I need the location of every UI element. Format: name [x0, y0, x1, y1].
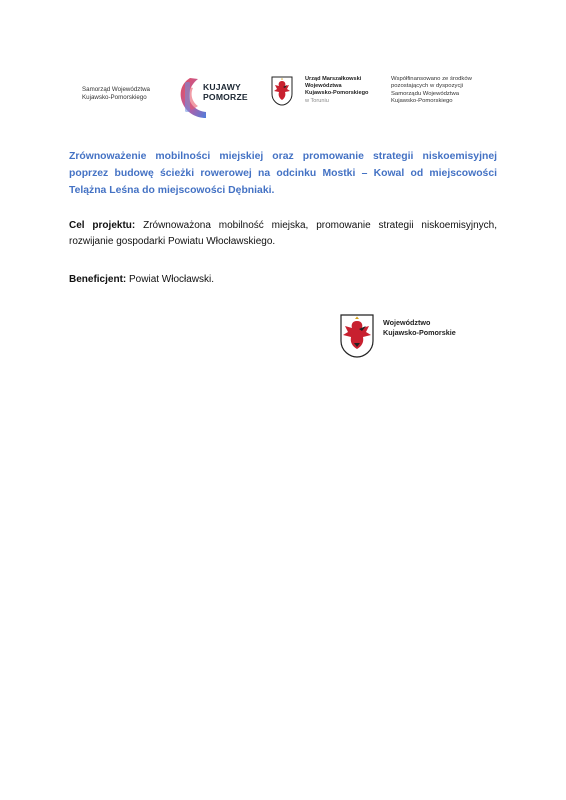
project-goal-text: Zrównoważona mobilność miejska, promowanie strategii niskoemisyjnych, rozwijanie gospodarki Powiatu Włocławskiego. — [69, 220, 497, 248]
wojewodztwo-line-1: Województwo — [383, 318, 431, 327]
wojewodztwo-crest-icon — [339, 313, 375, 359]
project-goal-label: Cel projektu: — [69, 220, 136, 231]
samorzad-line-1: Samorząd Województwa — [82, 86, 150, 93]
kujawy-label: KUJAWY — [203, 82, 241, 92]
samorzad-line-2: Kujawsko-Pomorskiego — [82, 94, 147, 101]
wspol-line-3: Samorządu Województwa — [391, 90, 459, 97]
samorzad-logo-text — [82, 86, 172, 102]
urzad-line-2: Województwa — [305, 83, 342, 90]
pomorze-label: POMORZE — [203, 91, 248, 102]
beneficiary-label: Beneficjent: — [69, 274, 127, 285]
urzad-line-1: Urząd Marszałkowski — [305, 76, 362, 82]
urzad-line-3: Kujawsko-Pomorskiego — [305, 90, 369, 97]
wspol-line-1: Współfinansowano ze środków — [391, 76, 472, 82]
urzad-marszalkowski-text — [305, 76, 385, 105]
kujawy-pomorze-wordmark — [203, 83, 248, 102]
wspol-line-4: Kujawsko-Pomorskiego — [391, 98, 453, 105]
project-goal-paragraph — [69, 218, 497, 250]
beneficiary-text: Powiat Włocławski. — [126, 274, 215, 285]
wojewodztwo-wordmark — [383, 318, 456, 338]
wspol-line-2: pozostających w dyspozycji — [391, 83, 464, 90]
coat-of-arms-icon — [271, 76, 293, 106]
beneficiary-paragraph — [69, 272, 497, 288]
document-title: Zrównoważenie mobilności miejskiej oraz promowanie strategii niskoemisyjnej poprzez budowę ścieżki rowerowej na odcinku Mostki – Kowal od miejscowości Telążna Leśna do miejscowości Dębniaki. — [69, 151, 497, 196]
wojewodztwo-line-2: Kujawsko-Pomorskie — [383, 328, 456, 337]
cofinancing-note — [391, 76, 511, 106]
urzad-line-4: w Toruniu — [305, 97, 329, 104]
